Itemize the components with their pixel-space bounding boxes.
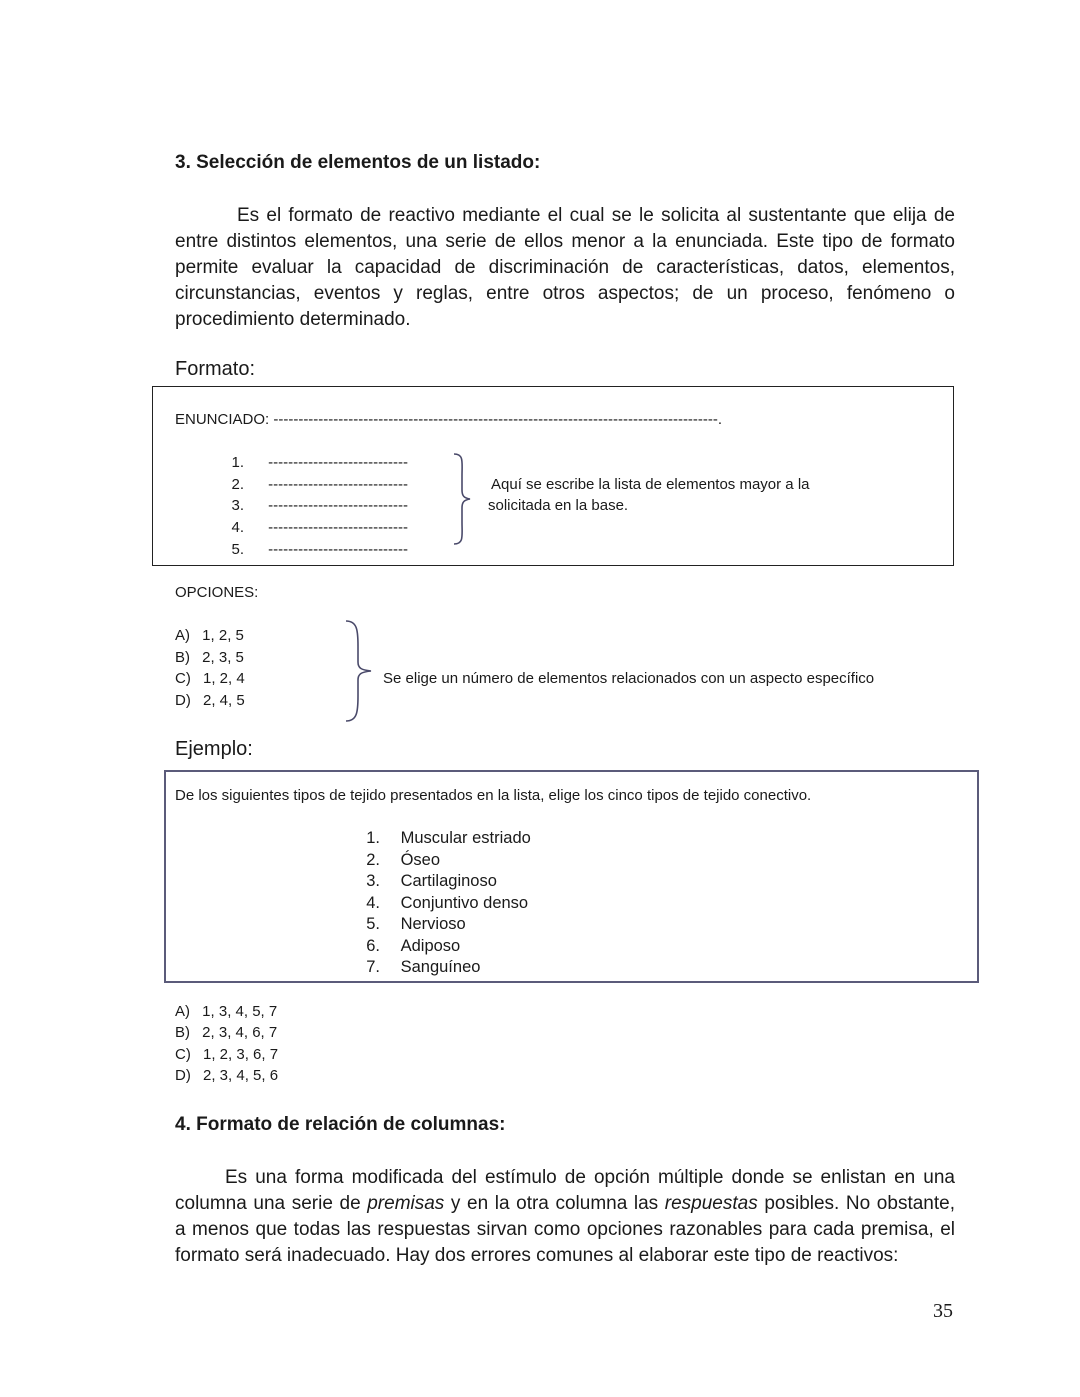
paragraph-line: permite evaluar la capacidad de discriminación de características, datos, elementos,	[175, 257, 955, 278]
ejemplo-list-item: 4. Conjuntivo denso	[366, 894, 529, 912]
ejemplo-option-row: C) 1, 2, 3, 6, 7	[175, 1046, 279, 1063]
option-row: C) 1, 2, 4	[175, 670, 245, 687]
ejemplo-list-item: 5. Nervioso	[366, 915, 466, 933]
paragraph-line: procedimiento determinado.	[175, 309, 411, 330]
formato-note-line-2: solicitada en la base.	[488, 497, 629, 514]
ejemplo-list-item: 6. Adiposo	[366, 937, 461, 955]
option-row: B) 2, 3, 5	[175, 649, 244, 666]
premisas-term: premisas	[367, 1193, 445, 1214]
ejemplo-list-item: 3. Cartilaginoso	[366, 872, 497, 890]
formato-list-item: 4. ----------------------------	[231, 519, 409, 536]
paragraph-line: formato será inadecuado. Hay dos errores comunes al elaborar este tipo de reactivos:	[175, 1245, 899, 1266]
paragraph-line: circunstancias, eventos y reglas, entre otros aspectos; de un proceso, fenómeno o	[175, 283, 955, 304]
ejemplo-label: Ejemplo:	[175, 738, 253, 760]
formato-list-item: 2. ----------------------------	[231, 476, 409, 493]
paragraph-line: Es una forma modificada del estímulo de opción múltiple donde se enlistan en una	[225, 1167, 955, 1188]
opciones-label: OPCIONES:	[175, 584, 259, 601]
formato-list-item: 5. ----------------------------	[231, 541, 409, 558]
formato-note-line-1: Aquí se escribe la lista de elementos mayor a la	[491, 476, 810, 493]
paragraph-line: columna una serie de premisas y en la otra columna las respuestas posibles. No obstante,	[175, 1193, 955, 1214]
formato-list-item: 3. ----------------------------	[231, 497, 409, 514]
options-note: Se elige un número de elementos relacionados con un aspecto específico	[383, 670, 875, 687]
ejemplo-list-item: 1. Muscular estriado	[366, 829, 531, 847]
ejemplo-list-item: 7. Sanguíneo	[366, 958, 481, 976]
respuestas-term: respuestas	[664, 1193, 758, 1214]
ejemplo-option-row: D) 2, 3, 4, 5, 6	[175, 1067, 279, 1084]
paragraph-line: a menos que todas las respuestas sirvan como opciones razonables para cada premisa, el	[175, 1219, 955, 1240]
ejemplo-list-item: 2. Óseo	[366, 851, 441, 869]
formato-list-item: 1. ----------------------------	[231, 454, 409, 471]
option-row: A) 1, 2, 5	[175, 627, 244, 644]
paragraph-line: entre distintos elementos, una serie de ellos menor a la enunciada. Este tipo de formato	[175, 231, 955, 252]
formato-label: Formato:	[175, 358, 256, 380]
right-brace-icon	[450, 452, 474, 546]
enunciado-line: ENUNCIADO: -----------------------------------------------------------------------------------------.	[175, 411, 723, 428]
section-4-paragraph	[175, 1165, 955, 1269]
page-number: 35	[933, 1300, 953, 1322]
ejemplo-option-row: A) 1, 3, 4, 5, 7	[175, 1003, 278, 1020]
ejemplo-option-row: B) 2, 3, 4, 6, 7	[175, 1024, 278, 1041]
section-3-paragraph	[175, 203, 955, 333]
section-4-heading: 4. Formato de relación de columnas:	[175, 1114, 506, 1135]
section-3-heading: 3. Selección de elementos de un listado:	[175, 152, 541, 173]
right-brace-icon	[343, 618, 375, 724]
paragraph-line: Es el formato de reactivo mediante el cual se le solicita al sustentante que elija de	[237, 205, 955, 226]
ejemplo-prompt: De los siguientes tipos de tejido presentados en la lista, elige los cinco tipos de tejido conectivo.	[175, 787, 812, 804]
option-row: D) 2, 4, 5	[175, 692, 245, 709]
